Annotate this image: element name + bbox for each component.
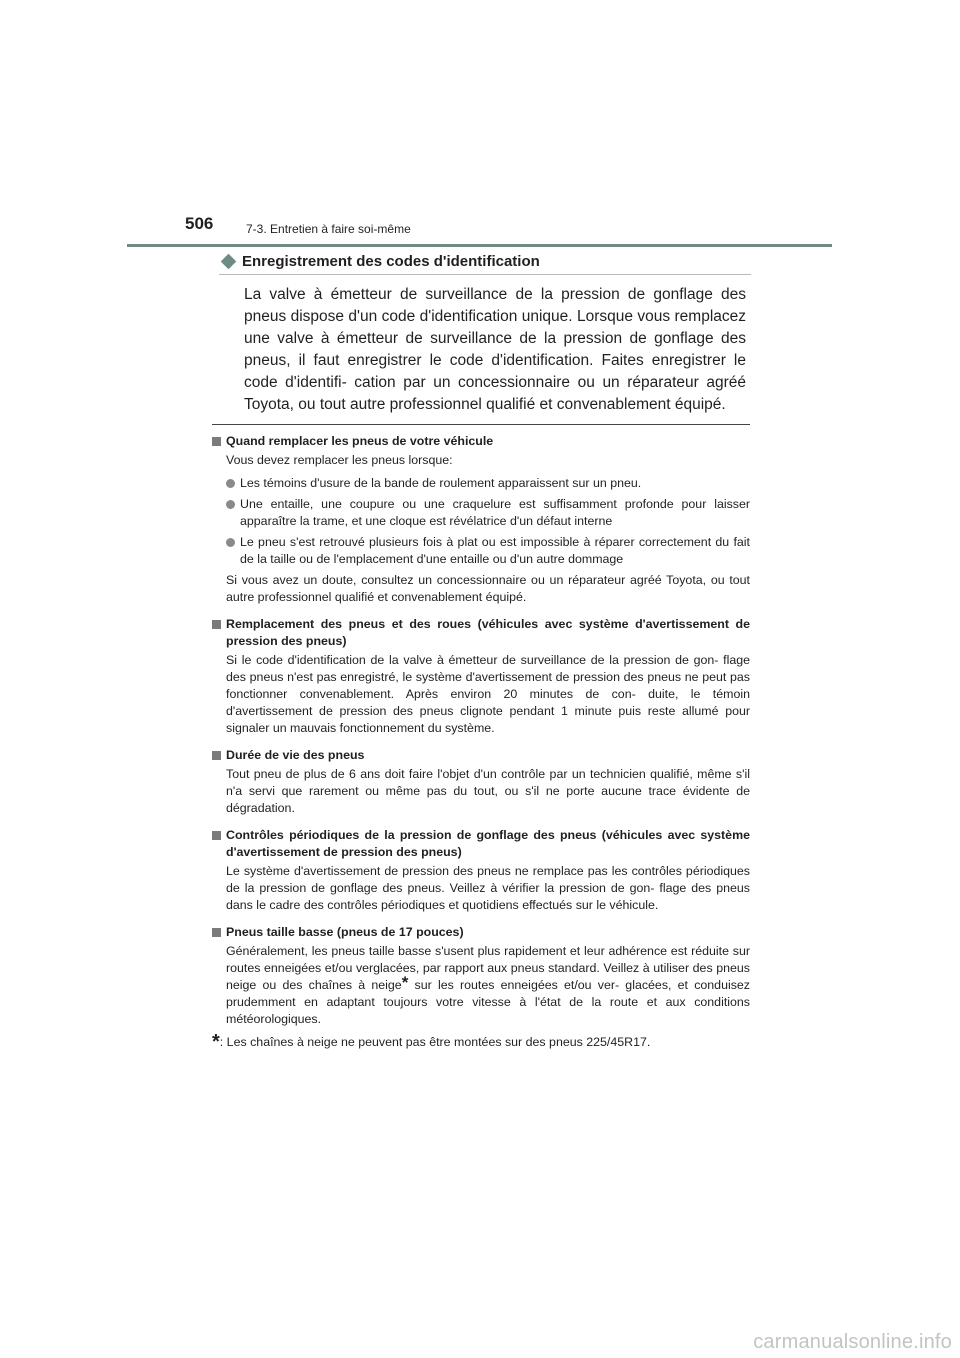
- section-divider: [212, 424, 750, 425]
- subsection-heading: [219, 253, 751, 275]
- diamond-icon: [221, 254, 237, 270]
- circle-bullet-icon: [226, 538, 235, 547]
- notes-section: [212, 433, 750, 1051]
- note-title: Durée de vie des pneus: [212, 747, 750, 764]
- note-body: Le système d'avertissement de pression des pneus ne remplace pas les contrôles périodiques de la pression de gonflage des pneus. Veillez à vérifier la pression de gon- flage des pneus dans le cadre des contrôles périodiques et quotidiens effectués sur le véhicule.: [226, 864, 750, 912]
- list-item: Les témoins d'usure de la bande de roulement apparaissent sur un pneu.: [212, 475, 750, 492]
- footnote-star: *: [212, 1031, 220, 1053]
- note-title: Quand remplacer les pneus de votre véhicule: [212, 433, 750, 450]
- footnote-marker: *: [401, 973, 409, 992]
- subsection-paragraph: La valve à émetteur de surveillance de la pression de gonflage des pneus dispose d'un code d'identification unique. Lorsque vous remplacez une valve à émetteur de surveillance de la pression de gonflage des pneus, il faut enregistrer le code d'identification. Faites enregistrer le code d'identifi- cation par un concessionnaire ou un réparateur agréé Toyota, ou tout autre professionnel qualifié et convenablement équipé.: [244, 286, 746, 413]
- list-item: Le pneu s'est retrouvé plusieurs fois à plat ou est impossible à réparer correctement du fait de la taille ou de l'emplacement d'une entaille ou d'un autre dommage: [212, 534, 750, 568]
- note-body: Tout pneu de plus de 6 ans doit faire l'objet d'un contrôle par un technicien qualifié, même s'il n'a servi que rarement ou même pas du tout, ou s'il ne porte aucune trace évidente de dégradation.: [226, 767, 750, 815]
- note-title: Remplacement des pneus et des roues (véhicules avec système d'avertissement de pression des pneus): [212, 616, 750, 650]
- note-title: Contrôles périodiques de la pression de gonflage des pneus (véhicules avec système d'avertissement de pression des pneus): [212, 827, 750, 861]
- square-bullet-icon: [212, 437, 221, 446]
- square-bullet-icon: [212, 928, 221, 937]
- note-title: Pneus taille basse (pneus de 17 pouces): [212, 924, 750, 941]
- note-body: Si vous avez un doute, consultez un concessionnaire ou un réparateur agréé Toyota, ou tout autre professionnel qualifié et convenablement équipé.: [226, 573, 750, 604]
- note-body: Vous devez remplacer les pneus lorsque:: [226, 453, 453, 467]
- square-bullet-icon: [212, 831, 221, 840]
- square-bullet-icon: [212, 751, 221, 760]
- list-item: Une entaille, une coupure ou une craquelure est suffisamment profonde pour laisser apparaître la trame, et une cloque est révélatrice d'un défaut interne: [212, 496, 750, 530]
- header-rule: [127, 244, 832, 247]
- square-bullet-icon: [212, 620, 221, 629]
- circle-bullet-icon: [226, 479, 235, 488]
- footnote: *: Les chaînes à neige ne peuvent pas être montées sur des pneus 225/45R17.: [212, 1031, 651, 1053]
- note-body: Si le code d'identification de la valve à émetteur de surveillance de la pression de gon- flage des pneus n'est pas enregistré, le système d'avertissement de pression des pneus ne peut pas fonctionner convenablement. Après environ 20 minutes de con- duite, le témoin d'avertissement de pression des pneus clignote pendant 1 minute puis reste allumé pour signaler un mauvais fonctionnement du système.: [226, 653, 750, 735]
- section-label: 7-3. Entretien à faire soi-même: [246, 222, 411, 236]
- watermark: carmanualsonline.info: [753, 1331, 952, 1353]
- page-number: 506: [185, 214, 214, 233]
- note-body: Généralement, les pneus taille basse s'usent plus rapidement et leur adhérence est réduite sur routes enneigées et/ou verglacées, par rapport aux pneus standard. Veillez à utiliser des pneus neige ou des chaînes à neige* sur les routes enneigées et/ou ver- glacées, et conduisez prudemment en adaptant toujours votre vitesse à l'état de la route et aux conditions météorologiques.: [226, 944, 750, 1026]
- circle-bullet-icon: [226, 500, 235, 509]
- subsection-title: Enregistrement des codes d'identification: [242, 253, 540, 270]
